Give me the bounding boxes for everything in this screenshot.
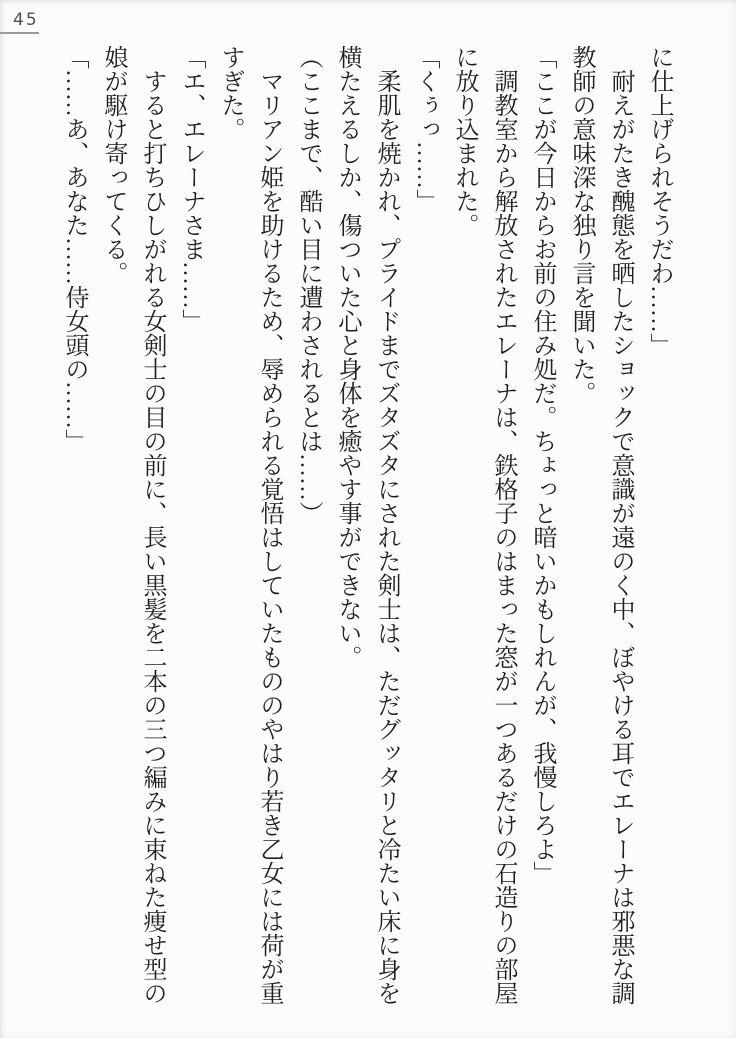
page-number: 45 — [13, 10, 39, 30]
paragraph: （ここまで、酷い目に遭わされるとは……） — [295, 45, 321, 525]
paragraph: マリアン姫を助けるため、辱められる覚悟はしていたもののやはり若き乙女には荷が重すぎた。 — [217, 45, 282, 1005]
paragraph: 調教室から解放されたエレーナは、鉄格子のはまった窓が一つあるだけの石造りの部屋に放り込まれた。 — [451, 45, 516, 1005]
paragraph: 「エ、エレーナさま……」 — [178, 45, 204, 333]
vertical-text-block — [54, 45, 678, 1007]
paragraph: 「……あ、あなた……侍女頭の……」 — [61, 45, 87, 453]
paragraph: 柔肌を焼かれ、プライドまでズタズタにされた剣士は、ただグッタリと冷たい床に身を横たえるしか、傷ついた心と身体を癒やす事ができない。 — [334, 45, 399, 1005]
paragraph: 「くぅっ……」 — [412, 45, 438, 213]
paragraph: 「ここが今日からお前の住み処だ。ちょっと暗いかもしれんが、我慢しろよ」 — [529, 45, 555, 885]
paragraph: に仕上げられそうだわ……」 — [646, 45, 672, 357]
page-number-rule — [0, 32, 39, 34]
paragraph: 耐えがたき醜態を晒したショックで意識が遠のく中、ぼやける耳でエレーナは邪悪な調教師の意味深な独り言を聞いた。 — [568, 45, 633, 1005]
paragraph: すると打ちひしがれる女剣士の目の前に、長い黒髪を二本の三つ編みに束ねた痩せ型の娘が駆け寄ってくる。 — [100, 45, 165, 1005]
